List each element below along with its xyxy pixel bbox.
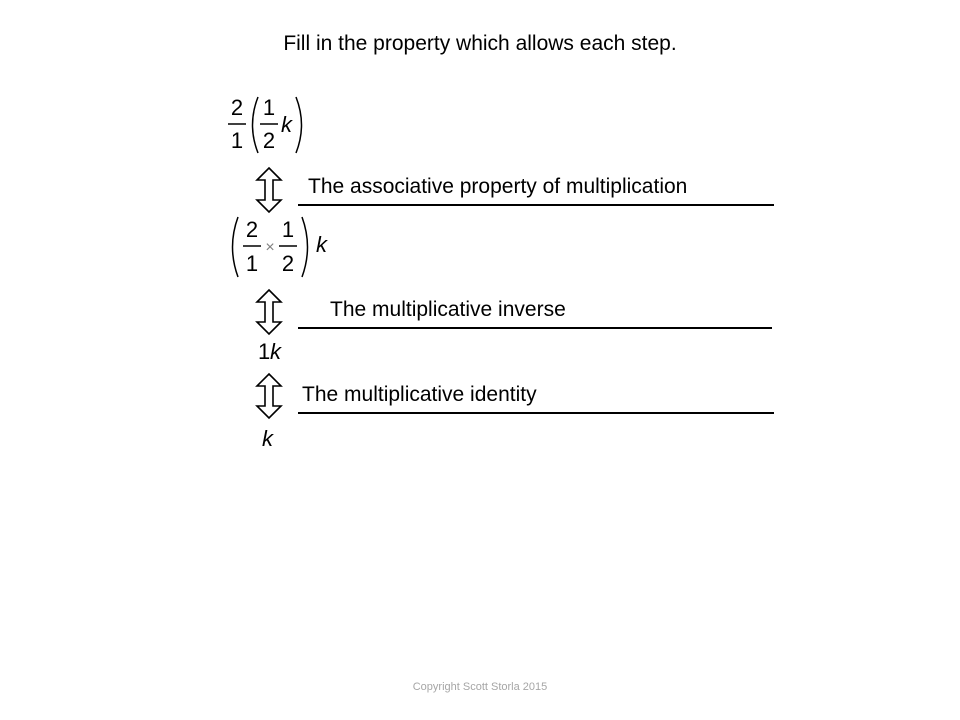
fraction-denominator: 2: [262, 128, 276, 153]
answer-blank-2[interactable]: [298, 297, 772, 329]
expression-step-1: [224, 92, 324, 158]
expression-step-2: [224, 212, 334, 282]
fraction-denominator: 1: [230, 128, 244, 153]
answer-text: The associative property of multiplication: [308, 175, 688, 198]
fraction-numerator: 1: [262, 95, 276, 120]
fraction-denominator: 1: [245, 251, 259, 276]
page-title: Fill in the property which allows each step.: [283, 32, 677, 55]
left-parenthesis: [233, 217, 239, 277]
answer-blank-1[interactable]: [298, 174, 774, 206]
right-parenthesis: [296, 97, 302, 153]
double-arrow-icon: [254, 166, 284, 214]
left-parenthesis: [253, 97, 259, 153]
copyright-footer: Copyright Scott Storla 2015: [412, 681, 548, 693]
answer-text: The multiplicative inverse: [330, 298, 566, 321]
right-parenthesis: [302, 217, 308, 277]
double-arrow-icon: [254, 288, 284, 336]
answer-text: The multiplicative identity: [302, 383, 537, 406]
expression-step-3: [254, 336, 304, 366]
variable: k: [262, 426, 273, 451]
variable: k: [270, 339, 281, 364]
fraction-denominator: 2: [281, 251, 295, 276]
variable: k: [316, 232, 327, 257]
fraction-numerator: 1: [281, 217, 295, 242]
times-operator: ×: [265, 239, 275, 256]
coefficient: 1: [258, 339, 271, 364]
variable: k: [281, 112, 292, 137]
double-arrow-icon: [254, 372, 284, 420]
fraction-numerator: 2: [230, 95, 244, 120]
expression-step-4: [258, 422, 298, 452]
fraction-numerator: 2: [245, 217, 259, 242]
answer-blank-3[interactable]: [298, 382, 774, 414]
